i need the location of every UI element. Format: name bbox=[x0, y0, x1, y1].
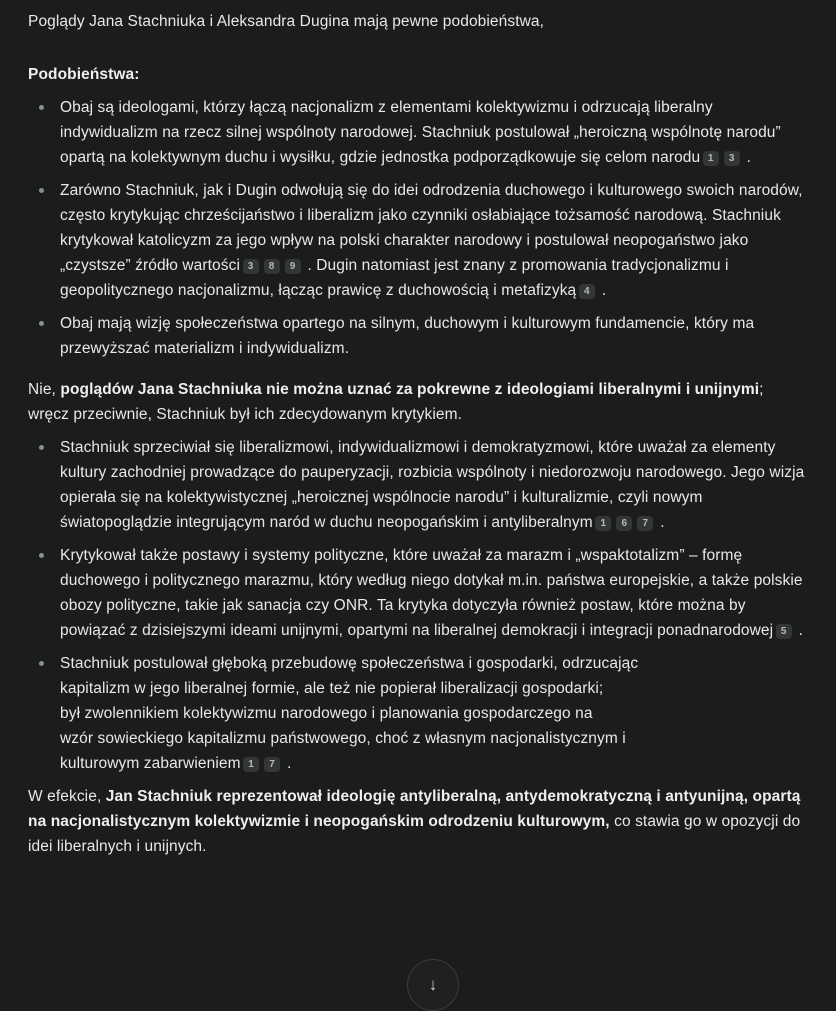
citation-badge[interactable]: 1 bbox=[595, 516, 611, 531]
list-item: Stachniuk postulował głęboką przebudowę społeczeństwa i gospodarki, odrzucając kapitalizm w jego liberalnej formie, ale też nie popierał liberalizacji gospodarki; był zwolennikiem kolektywizmu narodowego i planowania gospodarczego na wzór sowieckiego kapitalizmu państwowego, choć z własnym nacjonalistycznym i kulturowym zabarwieniem 1 7 . bbox=[60, 651, 808, 776]
citation-badge[interactable]: 1 bbox=[243, 757, 259, 772]
similarities-heading: Podobieństwa: bbox=[28, 66, 140, 83]
citation-badge[interactable]: 9 bbox=[285, 259, 301, 274]
citation-badge[interactable]: 3 bbox=[724, 151, 740, 166]
intro-paragraph: Poglądy Jana Stachniuka i Aleksandra Dugina mają pewne podobieństwa, bbox=[28, 13, 545, 30]
citation-badge[interactable]: 6 bbox=[616, 516, 632, 531]
scroll-to-bottom-button[interactable] bbox=[407, 959, 459, 1011]
list-item: Obaj są ideologami, którzy łączą nacjonalizm z elementami kolektywizmu i odrzucają liberalny indywidualizm na rzecz silnej wspólnoty narodowej. Stachniuk postulował „heroiczną wspólnotę narodu” opartą na kolektywnym duchu i wysiłku, gdzie jednostka podporządkowuje się celom narodu 1 3 . bbox=[60, 95, 808, 170]
citation-badge[interactable]: 7 bbox=[264, 757, 280, 772]
arrow-down-icon: ↓ bbox=[428, 975, 438, 994]
list-item: Krytykował także postawy i systemy polityczne, które uważał za marazm i „wspaktotalizm” – formę duchowego i politycznego marazmu, który według niego dotykał m.in. państwa europejskie, a także polskie obozy polityczne, takie jak sanacja czy ONR. Ta krytyka dotyczyła również postaw, które można by powiązać z dzisiejszymi ideami unijnymi, opartymi na liberalnej demokracji i integracji ponadnarodowej 5 . bbox=[60, 543, 808, 643]
citation-badge[interactable]: 7 bbox=[637, 516, 653, 531]
citation-badge[interactable]: 5 bbox=[776, 624, 792, 639]
list-item: Obaj mają wizję społeczeństwa opartego na silnym, duchowym i kulturowym fundamencie, który ma przewyższać materializm i indywidualizm. bbox=[60, 311, 808, 361]
similarities-list bbox=[28, 95, 808, 361]
citation-badge[interactable]: 4 bbox=[579, 284, 595, 299]
citation-badge[interactable]: 1 bbox=[703, 151, 719, 166]
conclusion-paragraph: W efekcie, Jan Stachniuk reprezentował ideologię antyliberalną, antydemokratyczną i antyunijną, opartą na nacjonalistycznym kolektywizmie i neopogańskim odrodzeniu kulturowym, co stawia go w opozycji do idei liberalnych i unijnych. bbox=[28, 788, 801, 855]
bold-text: poglądów Jana Stachniuka nie można uznać za pokrewne z ideologiami liberalnymi i unijnymi bbox=[60, 381, 760, 398]
liberal-critique-list bbox=[28, 435, 808, 776]
citation-badge[interactable]: 3 bbox=[243, 259, 259, 274]
citation-badge[interactable]: 8 bbox=[264, 259, 280, 274]
bold-text: Jan Stachniuk reprezentował ideologię antyliberalną, antydemokratyczną i antyunijną, opartą na nacjonalistycznym kolektywizmie i neopogańskim odrodzeniu kulturowym, bbox=[28, 788, 801, 830]
liberal-answer-paragraph: Nie, poglądów Jana Stachniuka nie można uznać za pokrewne z ideologiami liberalnymi i unijnymi; wręcz przeciwnie, Stachniuk był ich zdecydowanym krytykiem. bbox=[28, 381, 764, 423]
list-item: Zarówno Stachniuk, jak i Dugin odwołują się do idei odrodzenia duchowego i kulturowego swoich narodów, często krytykując chrześcijaństwo i liberalizm jako czynniki osłabiające tożsamość narodową. Stachniuk krytykował katolicyzm za jego wpływ na polski charakter narodowy i postulował neopogaństwo jako „czystsze” źródło wartości 3 8 9 . Dugin natomiast jest znany z promowania tradycjonalizmu i geopolitycznego nacjonalizmu, łącząc prawicę z duchowością i metafizyką 4 . bbox=[60, 178, 808, 303]
list-item: Stachniuk sprzeciwiał się liberalizmowi, indywidualizmowi i demokratyzmowi, które uważał za elementy kultury zachodniej prowadzące do pauperyzacji, rozbicia wspólnoty i niedorozwoju narodowego. Jego wizja opierała się na kolektywistycznej „heroicznej wspólnocie narodu” i kulturalizmie, czyli nowym światopoglądzie integrującym naród w duchu neopogańskim i antyliberalnym 1 6 7 . bbox=[60, 435, 808, 535]
